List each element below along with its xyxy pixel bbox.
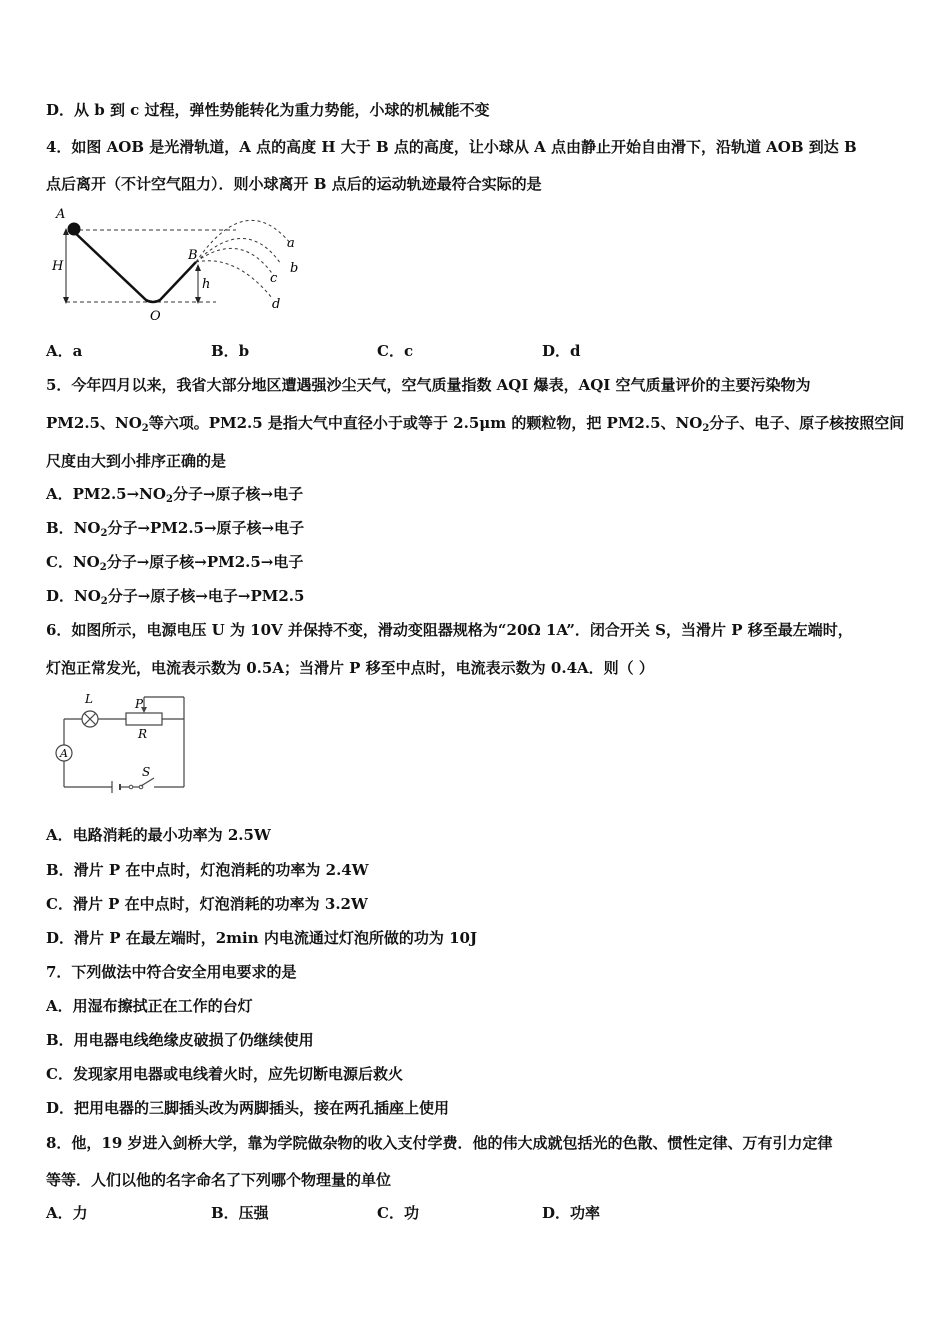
label-d: d — [272, 297, 281, 312]
q5-stem-line-3: 尺度由大到小排序正确的是 — [46, 452, 227, 470]
q8-option-d[interactable]: D．功率 — [542, 1204, 601, 1222]
q6-stem-line-2: 灯泡正常发光，电流表示数为 0.5A；当滑片 P 移至中点时，电流表示数为 0.4A．则（ ） — [46, 659, 654, 677]
q4-stem-line-2: 点后离开（不计空气阻力）．则小球离开 B 点后的运动轨迹最符合实际的是 — [46, 175, 542, 193]
q7-option-b[interactable]: B．用电器电线绝缘皮破损了仍继续使用 — [46, 1031, 314, 1049]
label-O: O — [150, 309, 161, 324]
label-a: a — [287, 236, 295, 251]
q4-option-c[interactable]: C．c — [377, 342, 414, 360]
q8-option-c[interactable]: C．功 — [377, 1204, 419, 1222]
label-H: H — [52, 259, 64, 274]
q6-option-a[interactable]: A．电路消耗的最小功率为 2.5W — [46, 826, 271, 844]
label-A: A — [60, 747, 68, 760]
q8-option-b[interactable]: B．压强 — [211, 1204, 269, 1222]
q5-option-b[interactable]: B．$NO_2$分子→PM2.5→原子核→电子 — [46, 519, 305, 539]
q5-stem-line-2: PM2.5、$NO_2$等六项。PM2.5 是指大气中直径小于或等于 2.5μm 的颗粒物，把 PM2.5、$NO_2$分子、电子、原子核按照空间 — [46, 414, 905, 434]
label-L: L — [85, 692, 93, 706]
label-A: A — [56, 207, 66, 222]
q6-stem-line-1: 6．如图所示，电源电压 U 为 10V 并保持不变，滑动变阻器规格为“20Ω 1A”．闭合开关 S，当滑片 P 移至最左端时， — [46, 621, 853, 639]
q7-option-c[interactable]: C．发现家用电器或电线着火时，应先切断电源后救火 — [46, 1065, 403, 1083]
q6-option-c[interactable]: C．滑片 P 在中点时，灯泡消耗的功率为 3.2W — [46, 895, 368, 913]
label-S: S — [142, 765, 151, 779]
q6-option-b[interactable]: B．滑片 P 在中点时，灯泡消耗的功率为 2.4W — [46, 861, 369, 879]
q7-option-d[interactable]: D．把用电器的三脚插头改为两脚插头，接在两孔插座上使用 — [46, 1099, 450, 1117]
q5-option-d[interactable]: D．$NO_2$分子→原子核→电子→PM2.5 — [46, 587, 305, 607]
q4-option-a[interactable]: A．a — [46, 342, 83, 360]
label-R: R — [138, 727, 148, 741]
q8-option-a[interactable]: A．力 — [46, 1204, 88, 1222]
q4-option-b[interactable]: B．b — [211, 342, 250, 360]
q7-stem: 7．下列做法中符合安全用电要求的是 — [46, 963, 297, 981]
q7-option-a[interactable]: A．用湿布擦拭正在工作的台灯 — [46, 997, 253, 1015]
q8-stem-line-1: 8．他，19 岁进入剑桥大学，靠为学院做杂物的收入支付学费．他的伟大成就包括光的色散、惯性定律、万有引力定律 — [46, 1134, 833, 1152]
rheostat-icon — [126, 713, 162, 725]
q4-option-d[interactable]: D．d — [542, 342, 581, 360]
q8-options — [46, 1203, 906, 1223]
label-h: h — [202, 277, 211, 292]
q5-stem-line-1: 5．今年四月以来，我省大部分地区遭遇强沙尘天气，空气质量指数 AQI 爆表，AQI 空气质量评价的主要污染物为 — [46, 376, 811, 394]
label-b: b — [290, 261, 299, 276]
q5-option-c[interactable]: C．$NO_2$分子→原子核→PM2.5→电子 — [46, 553, 304, 573]
label-P: P — [135, 697, 144, 711]
label-c: c — [270, 271, 278, 286]
q4-options — [46, 341, 906, 361]
q3-option-d: D．从 b 到 c 过程，弹性势能转化为重力势能，小球的机械能不变 — [46, 101, 490, 119]
q8-stem-line-2: 等等．人们以他的名字命名了下列哪个物理量的单位 — [46, 1171, 392, 1189]
q4-track-figure — [46, 204, 316, 326]
ball-icon — [68, 223, 81, 236]
label-B: B — [188, 248, 198, 263]
q4-stem-line-1: 4．如图 AOB 是光滑轨道，A 点的高度 H 大于 B 点的高度，让小球从 A 点由静止开始自由滑下，沿轨道 AOB 到达 B — [46, 138, 857, 156]
q5-option-a[interactable]: A．$PM2.5\to NO_2$分子→原子核→电子 — [46, 485, 304, 505]
q6-circuit-figure — [46, 688, 196, 802]
q6-option-d[interactable]: D．滑片 P 在最左端时，2min 内电流通过灯泡所做的功为 10J — [46, 929, 478, 947]
